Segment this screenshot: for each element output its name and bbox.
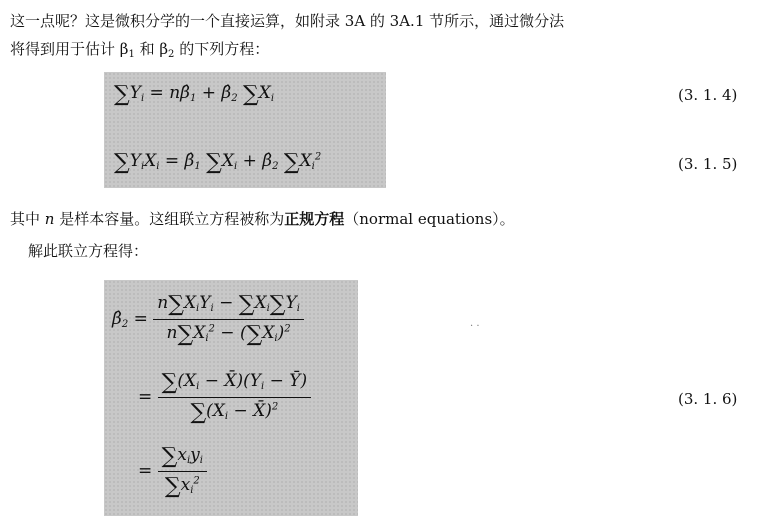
line3-post: （normal equations）。 [344,210,515,228]
line3-mid: 是样本容量。这组联立方程被称为 [54,210,285,228]
equation-3-1-5: $\sum Y_iX_i$ = $\betâ_1$ $\sum X_i$ + $\betâ_2$ $\sum X_i^2$ [114,150,322,175]
equation-3-1-6-line2: = $\frac{\sum(X_i - X̄)(Y_i - Ȳ)}{\sum(X_i - X̄)^2}$ [138,370,311,425]
equation-3-1-6-line3: = $\frac{\sum x_iy_i}{\sum x_i^2}$ [138,444,207,499]
normal-equations-term: 正规方程 [284,210,345,228]
equation-3-1-6-line1: $\betâ_2$ = $\frac{n\sum X_iY_i - \sum X_i\sum Y_i}{n\sum X_i^2 - (\sum X_i)^2}$ [112,292,304,347]
line2-text-a: 将得到用于估计 β [10,40,129,58]
equation-number-3-1-4: (3. 1. 4) [678,86,738,104]
beta1-subscript: 1 [128,49,135,60]
paragraph-line-4: 解此联立方程得： [28,242,149,260]
paragraph-line-3 [10,208,515,230]
sample-size-var: n [44,210,55,228]
stray-dots: . . [470,318,480,329]
line2-text-b: 和 β [134,40,169,58]
paragraph-line-1: 这一点呢？这是微积分学的一个直接运算，如附录 3A 的 3A.1 节所示，通过微分法 [10,12,565,30]
paragraph-line-2 [10,38,269,66]
beta2-subscript: 2 [168,49,175,60]
equation-number-3-1-6: (3. 1. 6) [678,390,738,408]
line2-text-c: 的下列方程： [174,40,270,58]
equation-number-3-1-5: (3. 1. 5) [678,155,738,173]
equation-3-1-4: $\sum Y_i$ = $n\betâ_1$ + $\betâ_2$ $\sum X_i$ [114,82,275,107]
line3-pre: 其中 [10,210,45,228]
